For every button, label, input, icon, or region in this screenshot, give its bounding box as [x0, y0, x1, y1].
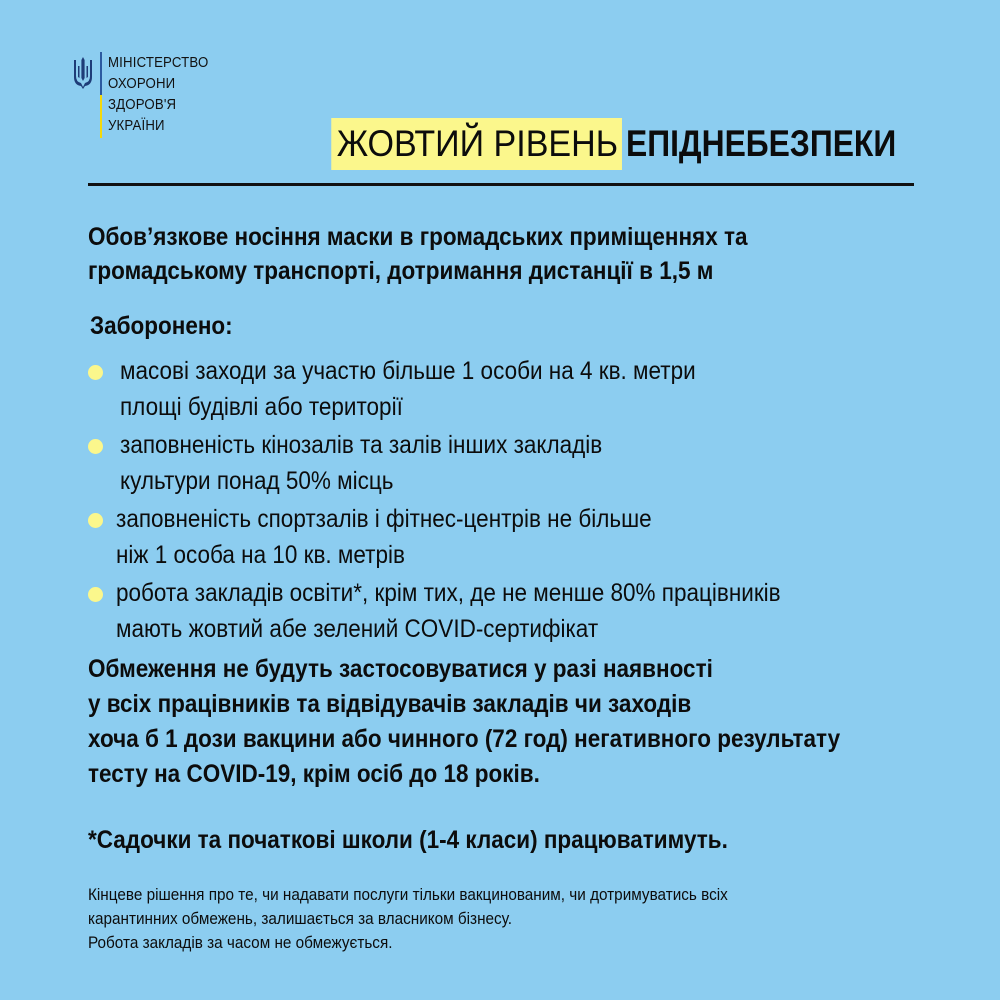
bullet-icon: [88, 513, 103, 528]
list-item: [84, 353, 984, 425]
footnote: *Садочки та початкові школи (1-4 класи) працюватимуть.: [88, 826, 728, 854]
ministry-logo: [72, 52, 222, 138]
logo-line: УКРАЇНИ: [108, 117, 165, 134]
logo-text: [108, 52, 208, 136]
list-item-text: заповненість кінозалів та залів інших закладів культури понад 50% місць: [120, 431, 603, 495]
logo-line: ОХОРОНИ: [108, 75, 176, 92]
logo-line: МІНІСТЕРСТВО: [108, 54, 209, 71]
list-item-text: робота закладів освіти*, крім тих, де не менше 80% працівників мають жовтий абе зелений COVID-сертифікат: [116, 579, 781, 643]
title-highlight: ЖОВТИЙ РІВЕНЬ: [331, 118, 621, 170]
forbidden-heading: Заборонено:: [90, 312, 233, 340]
intro-text: [88, 220, 898, 288]
title-bold: ЕПІДНЕБЕЗПЕКИ: [625, 123, 897, 164]
forbidden-list: [84, 353, 984, 649]
bullet-icon: [88, 365, 103, 380]
trident-icon: [72, 56, 94, 90]
intro-line: Обов’язкове носіння маски в громадських приміщеннях та: [88, 223, 748, 251]
title-divider: [88, 183, 914, 186]
disclaimer: Кінцеве рішення про те, чи надавати послуги тільки вакцинованим, чи дотримуватись всіх карантинних обмежень, залишається за власником бізнесу. Робота закладів за часом не обмежується.: [88, 885, 728, 952]
restrictions-text: Обмеження не будуть застосовуватися у разі наявності у всіх працівників та відвідувачів закладів чи заходів хоча б 1 дози вакцини або чинного (72 год) негативного результату тесту на COVID-19, крім осіб до 18 років.: [88, 655, 841, 788]
logo-divider: [100, 52, 102, 138]
bullet-icon: [88, 439, 103, 454]
list-item-text: заповненість спортзалів і фітнес-центрів не більше ніж 1 особа на 10 кв. метрів: [116, 505, 652, 569]
list-item: [84, 575, 984, 647]
list-item: [84, 427, 984, 499]
list-item: [84, 501, 984, 573]
bullet-icon: [88, 587, 103, 602]
list-item-text: масові заходи за участю більше 1 особи на 4 кв. метри площі будівлі або території: [120, 357, 696, 421]
intro-line: громадському транспорті, дотримання дистанції в 1,5 м: [88, 257, 714, 285]
logo-line: ЗДОРОВ'Я: [108, 96, 177, 113]
page-title: [306, 118, 912, 170]
